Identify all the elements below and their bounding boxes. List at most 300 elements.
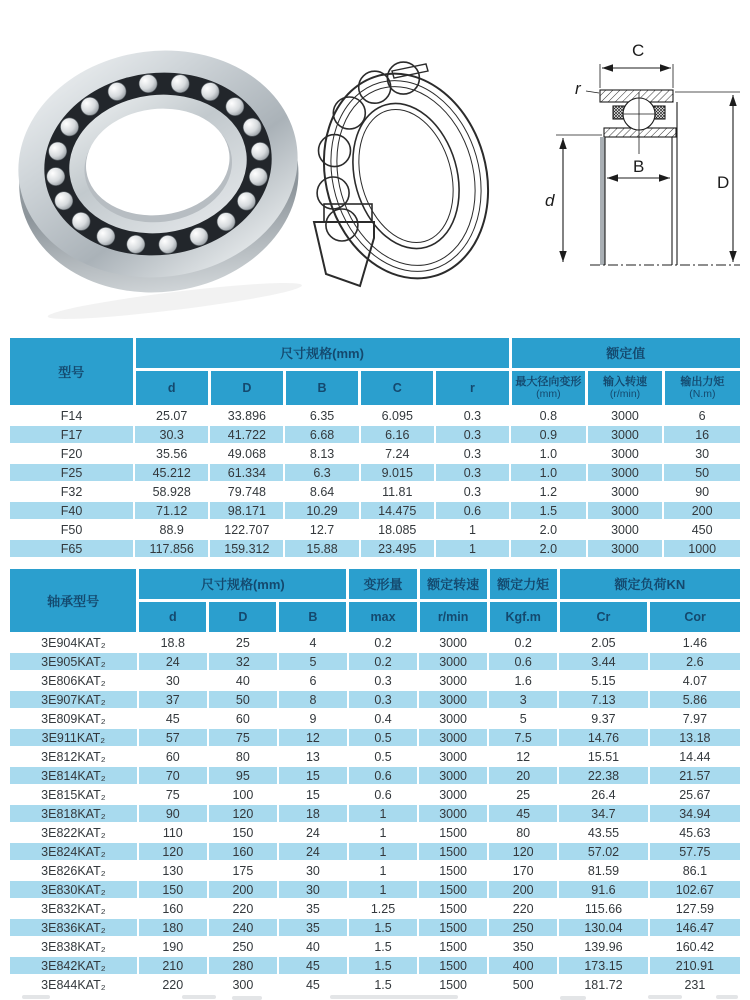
value-cell: 0.3 (348, 671, 418, 690)
value-cell: 0.2 (348, 652, 418, 671)
t2-header-size-group: 尺寸规格(mm) (138, 569, 348, 600)
value-cell: 122.707 (209, 520, 284, 539)
value-cell: 14.475 (360, 501, 435, 520)
value-cell: 0.3 (348, 690, 418, 709)
t1-header-model: 型号 (10, 338, 134, 406)
value-cell: 150 (208, 823, 278, 842)
value-cell: 160.42 (649, 937, 740, 956)
table-row (10, 633, 740, 652)
table-row (10, 766, 740, 785)
value-cell: 0.6 (348, 785, 418, 804)
value-cell: 8 (278, 690, 348, 709)
value-cell: 91.6 (558, 880, 649, 899)
table-row (10, 804, 740, 823)
model-cell: F20 (10, 444, 134, 463)
value-cell: 2.6 (649, 652, 740, 671)
value-cell: 1 (435, 539, 510, 558)
value-cell: 41.722 (209, 425, 284, 444)
value-cell: 1.5 (510, 501, 587, 520)
value-cell: 3 (488, 690, 558, 709)
value-cell: 5 (488, 709, 558, 728)
value-cell: 0.5 (348, 728, 418, 747)
value-cell: 1 (348, 804, 418, 823)
value-cell: 1 (348, 842, 418, 861)
dim-label-d: d (545, 191, 555, 210)
bearing-cutaway-art (296, 24, 514, 324)
model-cell: 3E824KAT₂ (10, 842, 138, 861)
value-cell: 1500 (418, 861, 488, 880)
value-cell: 0.2 (488, 633, 558, 652)
value-cell: 23.495 (360, 539, 435, 558)
value-cell: 6.35 (284, 406, 359, 425)
t2-col-kgfm: Kgf.m (488, 600, 558, 633)
value-cell: 3000 (418, 728, 488, 747)
value-cell: 220 (488, 899, 558, 918)
value-cell: 57 (138, 728, 208, 747)
value-cell: 13.18 (649, 728, 740, 747)
t2-header-bearing-model: 轴承型号 (10, 569, 138, 633)
value-cell: 159.312 (209, 539, 284, 558)
value-cell: 0.6 (488, 652, 558, 671)
value-cell: 220 (138, 975, 208, 994)
bearing-cutaway-drawing (296, 24, 514, 324)
3e-series-table-body (10, 633, 740, 994)
value-cell: 24 (278, 823, 348, 842)
value-cell: 11.81 (360, 482, 435, 501)
value-cell: 1500 (418, 975, 488, 994)
value-cell: 45 (278, 975, 348, 994)
value-cell: 43.55 (558, 823, 649, 842)
value-cell: 1500 (418, 899, 488, 918)
model-cell: 3E836KAT₂ (10, 918, 138, 937)
value-cell: 3000 (418, 804, 488, 823)
value-cell: 173.15 (558, 956, 649, 975)
value-cell: 14.44 (649, 747, 740, 766)
model-cell: 3E844KAT₂ (10, 975, 138, 994)
table-row (10, 671, 740, 690)
value-cell: 30 (138, 671, 208, 690)
value-cell: 1500 (418, 918, 488, 937)
value-cell: 10.29 (284, 501, 359, 520)
value-cell: 50 (663, 463, 740, 482)
value-cell: 200 (663, 501, 740, 520)
value-cell: 30.3 (134, 425, 209, 444)
t1-col-B: B (284, 369, 359, 406)
value-cell: 3000 (587, 482, 664, 501)
value-cell: 2.0 (510, 520, 587, 539)
value-cell: 1000 (663, 539, 740, 558)
value-cell: 1500 (418, 880, 488, 899)
value-cell: 7.13 (558, 690, 649, 709)
value-cell: 139.96 (558, 937, 649, 956)
value-cell: 3000 (587, 463, 664, 482)
value-cell: 0.3 (435, 406, 510, 425)
table-row (10, 842, 740, 861)
model-cell: 3E822KAT₂ (10, 823, 138, 842)
value-cell: 250 (488, 918, 558, 937)
t1-col-output-torque: 输出力矩 (N.m) (663, 369, 740, 406)
value-cell: 24 (138, 652, 208, 671)
cropped-row-artifact (182, 995, 216, 999)
cropped-row-artifact (716, 995, 738, 999)
t1-col-max-radial-deformation: 最大径向变形 (mm) (510, 369, 587, 406)
figures-row (0, 0, 750, 336)
value-cell: 400 (488, 956, 558, 975)
table-row (10, 425, 740, 444)
table-row (10, 652, 740, 671)
model-cell: F50 (10, 520, 134, 539)
value-cell: 0.3 (435, 463, 510, 482)
value-cell: 115.66 (558, 899, 649, 918)
table-row (10, 823, 740, 842)
value-cell: 22.38 (558, 766, 649, 785)
value-cell: 0.9 (510, 425, 587, 444)
value-cell: 1500 (418, 937, 488, 956)
value-cell: 45 (138, 709, 208, 728)
t1-col-r: r (435, 369, 510, 406)
value-cell: 18.8 (138, 633, 208, 652)
value-cell: 2.0 (510, 539, 587, 558)
bearing-photo (8, 14, 308, 319)
t2-header-rated-load-group: 额定负荷KN (558, 569, 740, 600)
value-cell: 25 (488, 785, 558, 804)
t2-col-B: B (278, 600, 348, 633)
value-cell: 8.64 (284, 482, 359, 501)
value-cell: 3000 (418, 633, 488, 652)
value-cell: 30 (663, 444, 740, 463)
table-row (10, 785, 740, 804)
t1-col-input-speed: 输入转速 (r/min) (587, 369, 664, 406)
value-cell: 95 (208, 766, 278, 785)
value-cell: 75 (138, 785, 208, 804)
value-cell: 1500 (418, 956, 488, 975)
value-cell: 14.76 (558, 728, 649, 747)
cropped-row-artifact (648, 995, 682, 999)
value-cell: 3000 (587, 539, 664, 558)
value-cell: 1.2 (510, 482, 587, 501)
value-cell: 34.7 (558, 804, 649, 823)
value-cell: 81.59 (558, 861, 649, 880)
value-cell: 117.856 (134, 539, 209, 558)
value-cell: 90 (663, 482, 740, 501)
value-cell: 18 (278, 804, 348, 823)
model-cell: 3E832KAT₂ (10, 899, 138, 918)
model-cell: F40 (10, 501, 134, 520)
value-cell: 231 (649, 975, 740, 994)
dim-label-b: B (633, 157, 645, 176)
value-cell: 16 (663, 425, 740, 444)
value-cell: 45.212 (134, 463, 209, 482)
value-cell: 13 (278, 747, 348, 766)
value-cell: 150 (138, 880, 208, 899)
table-row (10, 463, 740, 482)
cropped-row-artifact (330, 995, 458, 999)
t1-col-D: D (209, 369, 284, 406)
value-cell: 180 (138, 918, 208, 937)
cropped-row-artifact (232, 996, 262, 1000)
value-cell: 15.51 (558, 747, 649, 766)
value-cell: 6.3 (284, 463, 359, 482)
dim-label-r: r (575, 79, 581, 98)
value-cell: 50 (208, 690, 278, 709)
value-cell: 86.1 (649, 861, 740, 880)
value-cell: 110 (138, 823, 208, 842)
value-cell: 25.07 (134, 406, 209, 425)
value-cell: 210.91 (649, 956, 740, 975)
model-cell: F14 (10, 406, 134, 425)
table-row (10, 444, 740, 463)
table-row (10, 880, 740, 899)
cropped-row-artifact (22, 995, 50, 999)
value-cell: 5.15 (558, 671, 649, 690)
value-cell: 45.63 (649, 823, 740, 842)
value-cell: 58.928 (134, 482, 209, 501)
bearing-dimension-diagram (520, 20, 748, 302)
t2-header-rated-speed-group: 额定转速 (418, 569, 488, 600)
value-cell: 3000 (418, 690, 488, 709)
value-cell: 12.7 (284, 520, 359, 539)
model-cell: 3E818KAT₂ (10, 804, 138, 823)
value-cell: 160 (208, 842, 278, 861)
value-cell: 26.4 (558, 785, 649, 804)
table-row (10, 520, 740, 539)
value-cell: 450 (663, 520, 740, 539)
value-cell: 210 (138, 956, 208, 975)
value-cell: 1 (348, 861, 418, 880)
value-cell: 120 (138, 842, 208, 861)
value-cell: 0.5 (348, 747, 418, 766)
model-cell: 3E814KAT₂ (10, 766, 138, 785)
value-cell: 40 (208, 671, 278, 690)
model-cell: F32 (10, 482, 134, 501)
value-cell: 1 (435, 520, 510, 539)
t2-col-cr: Cr (558, 600, 649, 633)
value-cell: 200 (208, 880, 278, 899)
model-cell: 3E809KAT₂ (10, 709, 138, 728)
cropped-row-artifact (560, 996, 586, 1000)
table-row (10, 747, 740, 766)
t1-header-rated-group: 额定值 (510, 338, 740, 369)
value-cell: 30 (278, 861, 348, 880)
table-row (10, 975, 740, 994)
value-cell: 15 (278, 766, 348, 785)
value-cell: 3000 (587, 425, 664, 444)
table-row (10, 861, 740, 880)
value-cell: 1.5 (348, 975, 418, 994)
value-cell: 79.748 (209, 482, 284, 501)
3e-series-spec-table (10, 569, 740, 995)
value-cell: 3.44 (558, 652, 649, 671)
value-cell: 6 (278, 671, 348, 690)
dim-label-big-d: D (717, 173, 730, 192)
value-cell: 130 (138, 861, 208, 880)
value-cell: 6.16 (360, 425, 435, 444)
value-cell: 250 (208, 937, 278, 956)
value-cell: 20 (488, 766, 558, 785)
value-cell: 300 (208, 975, 278, 994)
value-cell: 4 (278, 633, 348, 652)
value-cell: 98.171 (209, 501, 284, 520)
value-cell: 6.095 (360, 406, 435, 425)
value-cell: 57.75 (649, 842, 740, 861)
value-cell: 0.6 (348, 766, 418, 785)
table-row (10, 482, 740, 501)
t1-col-d: d (134, 369, 209, 406)
value-cell: 5.86 (649, 690, 740, 709)
value-cell: 181.72 (558, 975, 649, 994)
value-cell: 3000 (418, 785, 488, 804)
value-cell: 1500 (418, 842, 488, 861)
model-cell: 3E838KAT₂ (10, 937, 138, 956)
value-cell: 120 (208, 804, 278, 823)
value-cell: 45 (488, 804, 558, 823)
value-cell: 190 (138, 937, 208, 956)
value-cell: 49.068 (209, 444, 284, 463)
value-cell: 1.5 (348, 937, 418, 956)
value-cell: 5 (278, 652, 348, 671)
value-cell: 75 (208, 728, 278, 747)
model-cell: 3E842KAT₂ (10, 956, 138, 975)
value-cell: 1.46 (649, 633, 740, 652)
table-row (10, 690, 740, 709)
value-cell: 33.896 (209, 406, 284, 425)
value-cell: 21.57 (649, 766, 740, 785)
model-cell: 3E904KAT₂ (10, 633, 138, 652)
value-cell: 220 (208, 899, 278, 918)
value-cell: 160 (138, 899, 208, 918)
value-cell: 9.37 (558, 709, 649, 728)
value-cell: 6.68 (284, 425, 359, 444)
value-cell: 0.3 (435, 444, 510, 463)
table-row (10, 501, 740, 520)
value-cell: 146.47 (649, 918, 740, 937)
value-cell: 35 (278, 918, 348, 937)
value-cell: 25.67 (649, 785, 740, 804)
value-cell: 350 (488, 937, 558, 956)
value-cell: 60 (208, 709, 278, 728)
value-cell: 37 (138, 690, 208, 709)
t1-col-C: C (360, 369, 435, 406)
f-series-spec-table (10, 338, 740, 559)
value-cell: 3000 (418, 709, 488, 728)
value-cell: 12 (278, 728, 348, 747)
value-cell: 7.5 (488, 728, 558, 747)
t2-col-max: max (348, 600, 418, 633)
value-cell: 3000 (418, 671, 488, 690)
value-cell: 61.334 (209, 463, 284, 482)
table-row (10, 899, 740, 918)
value-cell: 34.94 (649, 804, 740, 823)
value-cell: 80 (208, 747, 278, 766)
bearing-photo-art (8, 14, 308, 319)
value-cell: 1500 (418, 823, 488, 842)
t2-col-d: d (138, 600, 208, 633)
value-cell: 280 (208, 956, 278, 975)
value-cell: 40 (278, 937, 348, 956)
value-cell: 102.67 (649, 880, 740, 899)
model-cell: F65 (10, 539, 134, 558)
value-cell: 170 (488, 861, 558, 880)
value-cell: 70 (138, 766, 208, 785)
value-cell: 18.085 (360, 520, 435, 539)
table-row (10, 406, 740, 425)
value-cell: 3000 (587, 520, 664, 539)
value-cell: 25 (208, 633, 278, 652)
value-cell: 0.2 (348, 633, 418, 652)
model-cell: 3E815KAT₂ (10, 785, 138, 804)
value-cell: 71.12 (134, 501, 209, 520)
table-row (10, 728, 740, 747)
value-cell: 0.3 (435, 425, 510, 444)
model-cell: F17 (10, 425, 134, 444)
t2-header-rated-torque-group: 额定力矩 (488, 569, 558, 600)
value-cell: 127.59 (649, 899, 740, 918)
value-cell: 6 (663, 406, 740, 425)
table-row (10, 956, 740, 975)
t2-header-deformation-group: 变形量 (348, 569, 418, 600)
value-cell: 1.0 (510, 463, 587, 482)
model-cell: 3E905KAT₂ (10, 652, 138, 671)
value-cell: 57.02 (558, 842, 649, 861)
value-cell: 175 (208, 861, 278, 880)
value-cell: 0.8 (510, 406, 587, 425)
value-cell: 1 (348, 823, 418, 842)
t2-col-cor: Cor (649, 600, 740, 633)
t2-col-rpm: r/min (418, 600, 488, 633)
value-cell: 1 (348, 880, 418, 899)
value-cell: 35.56 (134, 444, 209, 463)
value-cell: 15.88 (284, 539, 359, 558)
value-cell: 80 (488, 823, 558, 842)
value-cell: 200 (488, 880, 558, 899)
model-cell: 3E830KAT₂ (10, 880, 138, 899)
value-cell: 7.97 (649, 709, 740, 728)
value-cell: 30 (278, 880, 348, 899)
model-cell: 3E826KAT₂ (10, 861, 138, 880)
value-cell: 24 (278, 842, 348, 861)
f-series-table-body (10, 406, 740, 558)
value-cell: 500 (488, 975, 558, 994)
value-cell: 130.04 (558, 918, 649, 937)
value-cell: 9.015 (360, 463, 435, 482)
value-cell: 0.4 (348, 709, 418, 728)
t1-header-size-group: 尺寸规格(mm) (134, 338, 510, 369)
value-cell: 1.25 (348, 899, 418, 918)
value-cell: 90 (138, 804, 208, 823)
value-cell: 1.5 (348, 918, 418, 937)
value-cell: 3000 (587, 501, 664, 520)
model-cell: 3E806KAT₂ (10, 671, 138, 690)
model-cell: F25 (10, 463, 134, 482)
value-cell: 240 (208, 918, 278, 937)
value-cell: 3000 (418, 766, 488, 785)
table-row (10, 539, 740, 558)
value-cell: 60 (138, 747, 208, 766)
value-cell: 3000 (418, 747, 488, 766)
table-row (10, 918, 740, 937)
value-cell: 2.05 (558, 633, 649, 652)
table-row (10, 709, 740, 728)
value-cell: 3000 (587, 444, 664, 463)
value-cell: 12 (488, 747, 558, 766)
value-cell: 0.6 (435, 501, 510, 520)
model-cell: 3E812KAT₂ (10, 747, 138, 766)
value-cell: 1.5 (348, 956, 418, 975)
table-row (10, 937, 740, 956)
value-cell: 32 (208, 652, 278, 671)
value-cell: 0.3 (435, 482, 510, 501)
dim-label-c: C (632, 41, 645, 60)
